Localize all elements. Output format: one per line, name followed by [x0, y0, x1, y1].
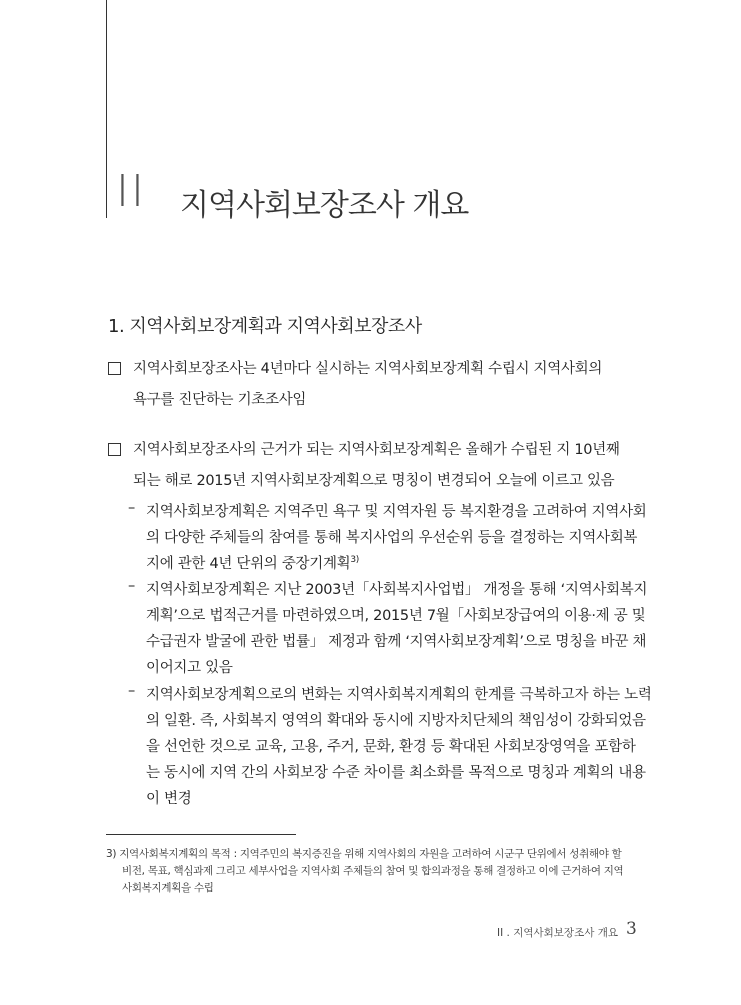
footnote-rule: [106, 834, 296, 835]
footnote-line: 사회복지계획을 수립: [122, 882, 214, 894]
dash-line-text: 지에 관한 4년 단위의 중장기계획: [146, 556, 351, 572]
bullet-line: 욕구를 진단하는 기초조사임: [133, 392, 307, 408]
chapter-title: 지역사회보장조사 개요: [180, 188, 469, 223]
dash-line: 계획’으로 법적근거를 마련하였으며, 2015년 7월「사회보장급여의 이용·제 공 및: [146, 608, 646, 624]
dash-line-with-footnote: [146, 552, 359, 573]
chapter-number: II: [116, 166, 146, 217]
dash-line: 의 일환. 즉, 사회복지 영역의 확대와 동시에 지방자치단체의 책임성이 강화되었음: [146, 713, 646, 729]
dash-line: 의 다양한 주체들의 참여를 통해 복지사업의 우선순위 등을 결정하는 지역사회복: [146, 530, 638, 546]
dash-line: 을 선언한 것으로 교육, 고용, 주거, 문화, 환경 등 확대된 사회보장영역을 포함하: [146, 739, 636, 755]
dash-bullet-icon: –: [128, 578, 136, 594]
dash-line: 수급권자 발굴에 관한 법률」 제정과 함께 ‘지역사회보장계획’으로 명칭을 바꾼 채: [146, 634, 647, 650]
square-bullet-icon: [108, 362, 121, 375]
dash-line: 이어지고 있음: [146, 660, 233, 676]
bullet-line: 되는 해로 2015년 지역사회보장계획으로 명칭이 변경되어 오늘에 이르고 있음: [133, 473, 615, 489]
bullet-line: 지역사회보장조사는 4년마다 실시하는 지역사회보장계획 수립시 지역사회의: [133, 361, 603, 377]
dash-line: 지역사회보장계획으로의 변화는 지역사회복지계획의 한계를 극복하고자 하는 노력: [146, 687, 652, 703]
running-title: II . 지역사회보장조사 개요: [497, 927, 618, 939]
dash-line: 이 변경: [146, 791, 192, 807]
dash-line: 지역사회보장계획은 지난 2003년「사회복지사업법」 개정을 통해 ‘지역사회복지: [146, 582, 648, 598]
footnote-ref[interactable]: 3): [350, 555, 359, 565]
dash-bullet-icon: –: [128, 683, 136, 699]
chapter-vertical-rule: [106, 0, 107, 218]
footnote-line: 3) 지역사회복지계획의 목적 : 지역주민의 복지증진을 위해 지역사회의 자원을 고려하여 시군구 단위에서 성취해야 할: [106, 848, 622, 860]
section-title: 1. 지역사회보장계획과 지역사회보장조사: [108, 316, 422, 337]
square-bullet-icon: [108, 443, 121, 456]
dash-line: 는 동시에 지역 간의 사회보장 수준 차이를 최소화를 목적으로 명칭과 계획의 내용: [146, 765, 646, 781]
dash-line: 지역사회보장계획은 지역주민 욕구 및 지역자원 등 복지환경을 고려하여 지역사회: [146, 504, 647, 520]
bullet-line: 지역사회보장조사의 근거가 되는 지역사회보장계획은 올해가 수립된 지 10년째: [133, 442, 620, 458]
page-number: 3: [626, 919, 637, 939]
dash-bullet-icon: –: [128, 500, 136, 516]
footnote-line: 비전, 목표, 핵심과제 그리고 세부사업을 지역사회 주체들의 참여 및 합의과정을 통해 결정하고 이에 근거하여 지역: [122, 865, 624, 877]
